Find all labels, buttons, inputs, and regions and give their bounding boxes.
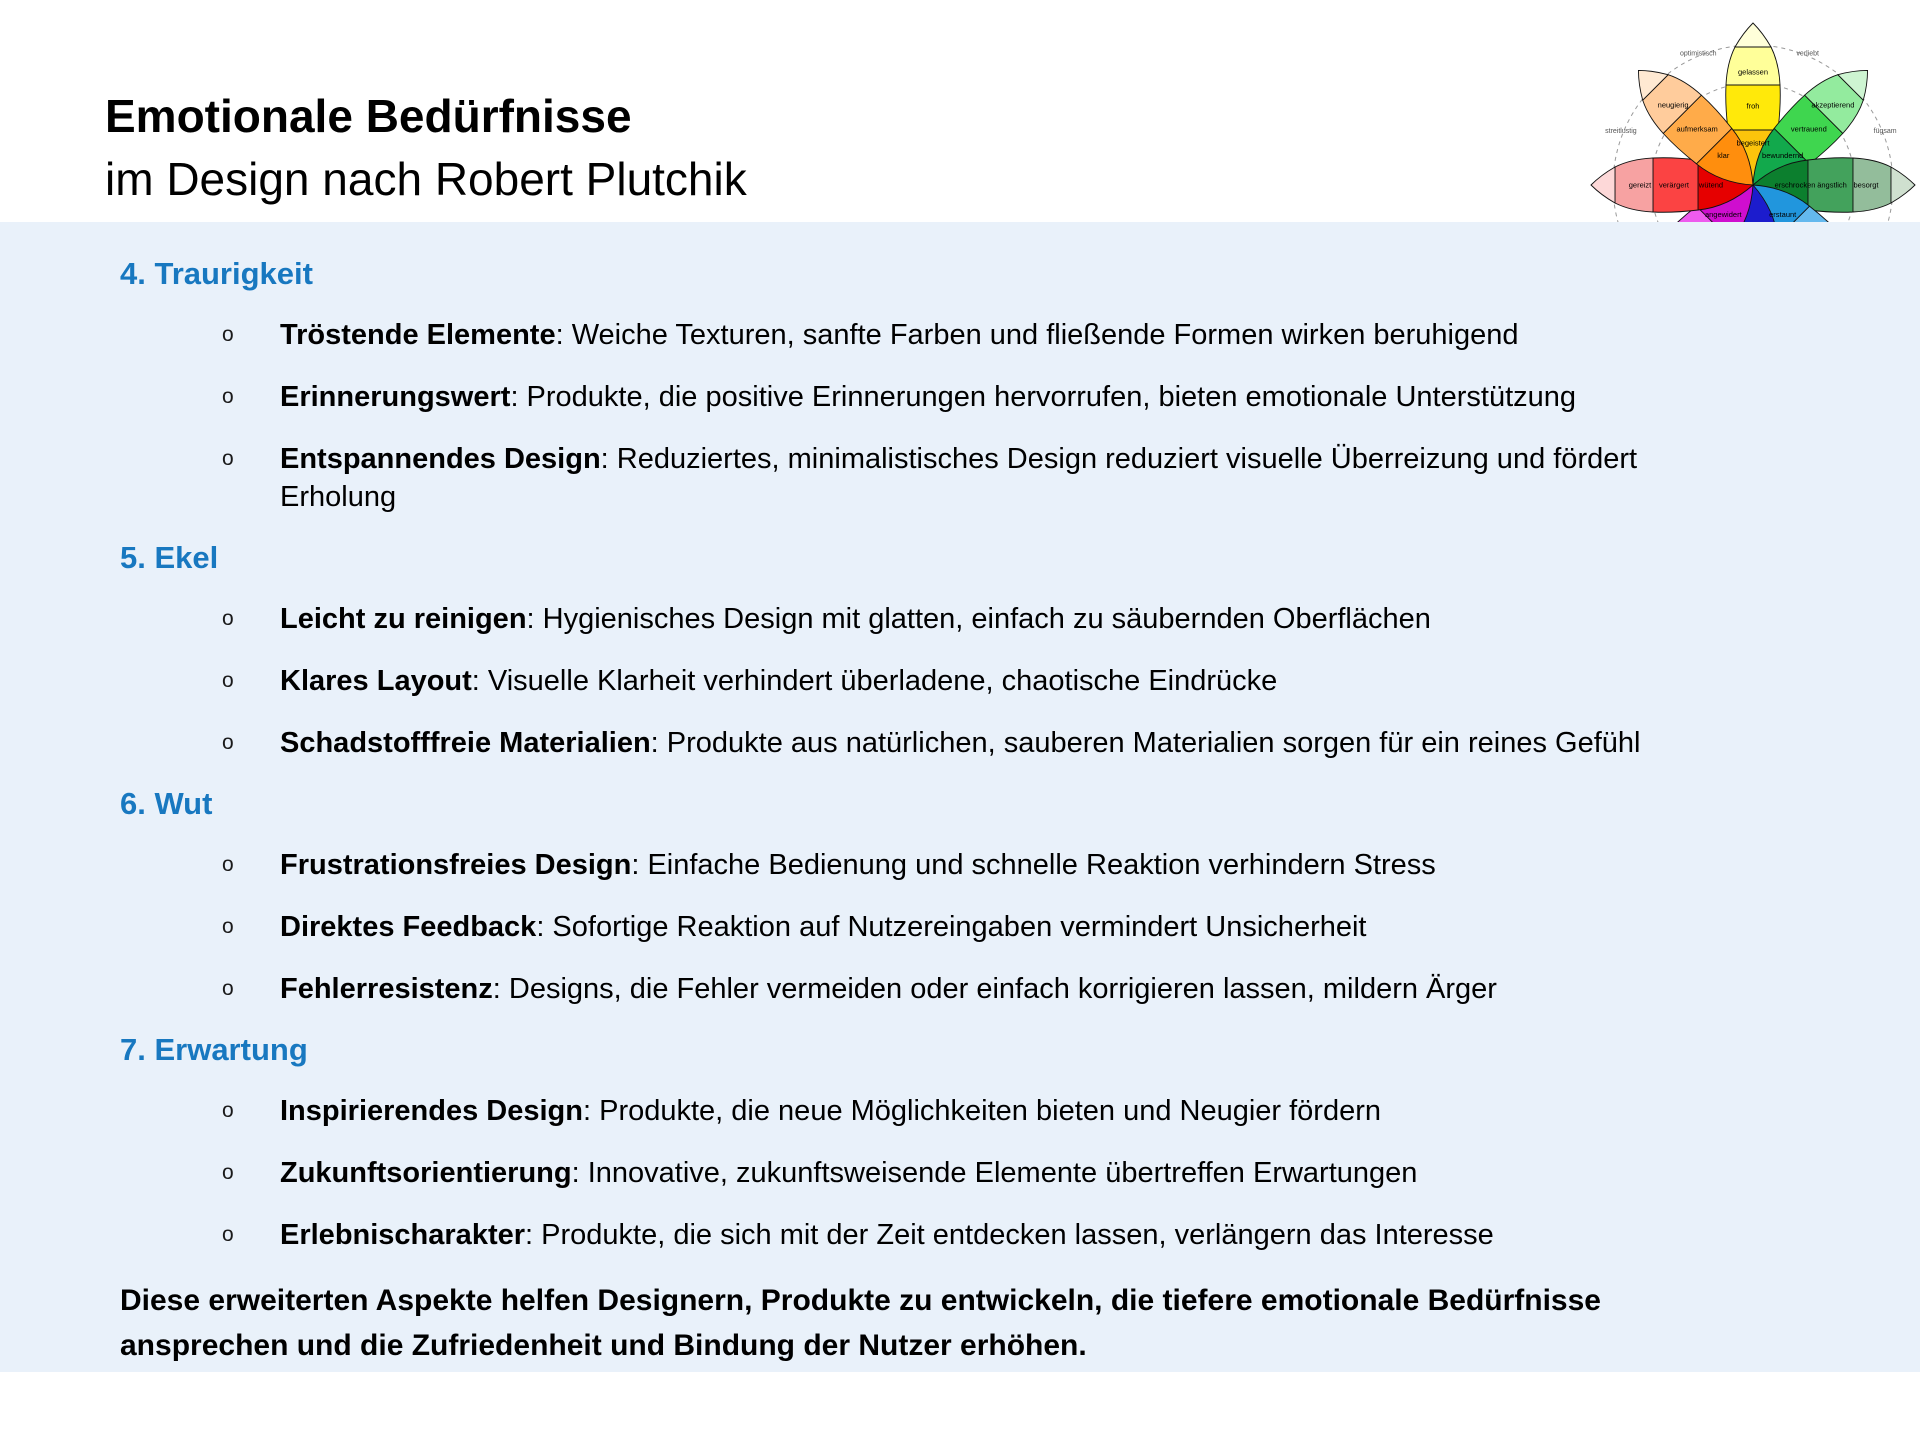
closing-paragraph: Diese erweiterten Aspekte helfen Designern, Produkte zu entwickeln, die tiefere emotionale Bedürfnisse ansprechen und die Zufriedenheit und Bindung der Nutzer erhöhen. bbox=[120, 1284, 1601, 1362]
wheel-emotion-label: besorgt bbox=[1853, 180, 1879, 190]
list-item bbox=[120, 1216, 1760, 1254]
bullet-marker-icon: o bbox=[222, 447, 234, 470]
title-line-2: im Design nach Robert Plutchik bbox=[105, 153, 747, 205]
bullet-text: : Innovative, zukunftsweisende Elemente übertreffen Erwartungen bbox=[571, 1157, 1418, 1189]
page-title bbox=[105, 85, 747, 211]
bullet-lead: Frustrationsfreies Design bbox=[280, 849, 632, 881]
bullet-text: : Visuelle Klarheit verhindert überladene, chaotische Eindrücke bbox=[471, 665, 1278, 697]
bullet-text: : Hygienisches Design mit glatten, einfach zu säubernden Oberflächen bbox=[526, 603, 1431, 635]
wheel-emotion-label: gelassen bbox=[1737, 67, 1769, 77]
title-line-1: Emotionale Bedürfnisse bbox=[105, 90, 632, 142]
list-item bbox=[120, 662, 1760, 700]
section-ekel bbox=[120, 540, 1880, 762]
bullet-lead: Erlebnischarakter bbox=[280, 1219, 526, 1251]
list-item bbox=[120, 908, 1760, 946]
bullet-list bbox=[120, 600, 1880, 762]
bullet-marker-icon: o bbox=[222, 385, 234, 408]
wheel-emotion-label: aufmerksam bbox=[1676, 124, 1718, 134]
bullet-lead: Schadstofffreie Materialien bbox=[280, 727, 651, 759]
bullet-marker-icon: o bbox=[222, 977, 234, 1000]
bullet-text: : Sofortige Reaktion auf Nutzereingaben vermindert Unsicherheit bbox=[536, 911, 1367, 943]
bullet-text: : Produkte, die positive Erinnerungen hervorrufen, bieten emotionale Unterstützung bbox=[510, 381, 1577, 413]
wheel-emotion-label: gereizt bbox=[1628, 180, 1652, 190]
bullet-list bbox=[120, 1092, 1880, 1254]
bullet-marker-icon: o bbox=[222, 607, 234, 630]
wheel-emotion-label: erstaunt bbox=[1769, 210, 1797, 220]
bullet-marker-icon: o bbox=[222, 731, 234, 754]
wheel-emotion-label: ängstlich bbox=[1817, 180, 1847, 190]
bullet-list bbox=[120, 316, 1880, 516]
wheel-emotion-label: klar bbox=[1717, 150, 1730, 160]
wheel-emotion-label: neugierig bbox=[1657, 100, 1689, 110]
list-item bbox=[120, 970, 1760, 1008]
list-item bbox=[120, 600, 1760, 638]
bullet-lead: Leicht zu reinigen bbox=[280, 603, 527, 635]
wheel-dyad-label: streitlustig bbox=[1605, 127, 1637, 135]
content-panel bbox=[0, 222, 1920, 1372]
section-erwartung bbox=[120, 1032, 1880, 1254]
wheel-emotion-label: akzeptierend bbox=[1811, 100, 1855, 110]
bullet-lead: Klares Layout bbox=[280, 665, 472, 697]
section-wut bbox=[120, 786, 1880, 1008]
wheel-emotion-label: angewidert bbox=[1704, 210, 1742, 220]
bullet-marker-icon: o bbox=[222, 323, 234, 346]
bullet-text: : Produkte aus natürlichen, sauberen Materialien sorgen für ein reines Gefühl bbox=[650, 727, 1641, 759]
bullet-lead: Inspirierendes Design bbox=[280, 1095, 583, 1127]
bullet-marker-icon: o bbox=[222, 915, 234, 938]
wheel-emotion-label: verärgert bbox=[1658, 180, 1690, 190]
bullet-text: : Reduziertes, minimalistisches Design reduziert visuelle Überreizung und fördert Erholung bbox=[280, 443, 1638, 513]
wheel-emotion-label: erschrocken bbox=[1774, 180, 1816, 190]
bullet-text: : Weiche Texturen, sanfte Farben und fließende Formen wirken beruhigend bbox=[555, 319, 1519, 351]
bullet-marker-icon: o bbox=[222, 853, 234, 876]
section-heading: 4. Traurigkeit bbox=[120, 256, 313, 291]
wheel-emotion-label: froh bbox=[1746, 101, 1760, 111]
list-item bbox=[120, 440, 1760, 516]
section-heading: 5. Ekel bbox=[120, 540, 219, 575]
wheel-dyad-label: verliebt bbox=[1796, 50, 1820, 58]
list-item bbox=[120, 1092, 1760, 1130]
wheel-emotion-label: wütend bbox=[1698, 180, 1724, 190]
section-heading: 7. Erwartung bbox=[120, 1032, 308, 1067]
list-item bbox=[120, 846, 1760, 884]
bullet-lead: Erinnerungswert bbox=[280, 381, 511, 413]
wheel-emotion-label: bewundernd bbox=[1762, 150, 1804, 160]
bullet-text: : Produkte, die neue Möglichkeiten bieten und Neugier fördern bbox=[583, 1095, 1382, 1127]
list-item bbox=[120, 724, 1760, 762]
wheel-emotion-label: begeistert bbox=[1736, 138, 1770, 148]
bullet-marker-icon: o bbox=[222, 1099, 234, 1122]
bullet-marker-icon: o bbox=[222, 1161, 234, 1184]
list-item bbox=[120, 378, 1760, 416]
bullet-lead: Zukunftsorientierung bbox=[280, 1157, 572, 1189]
list-item bbox=[120, 1154, 1760, 1192]
section-heading: 6. Wut bbox=[120, 786, 213, 821]
bullet-lead: Direktes Feedback bbox=[280, 911, 537, 943]
wheel-dyad-label: fügsam bbox=[1873, 127, 1897, 135]
wheel-dyad-label: optimistisch bbox=[1679, 50, 1717, 58]
bullet-marker-icon: o bbox=[222, 1223, 234, 1246]
section-traurigkeit bbox=[120, 256, 1880, 516]
bullet-text: : Produkte, die sich mit der Zeit entdecken lassen, verlängern das Interesse bbox=[525, 1219, 1494, 1251]
wheel-emotion-label: vertrauend bbox=[1790, 124, 1827, 134]
bullet-lead: Fehlerresistenz bbox=[280, 973, 493, 1005]
bullet-text: : Einfache Bedienung und schnelle Reaktion verhindern Stress bbox=[631, 849, 1436, 881]
list-item bbox=[120, 316, 1760, 354]
bullet-lead: Tröstende Elemente bbox=[280, 319, 556, 351]
bullet-list bbox=[120, 846, 1880, 1008]
bullet-text: : Designs, die Fehler vermeiden oder einfach korrigieren lassen, mildern Ärger bbox=[492, 973, 1497, 1005]
bullet-lead: Entspannendes Design bbox=[280, 443, 601, 475]
bullet-marker-icon: o bbox=[222, 669, 234, 692]
